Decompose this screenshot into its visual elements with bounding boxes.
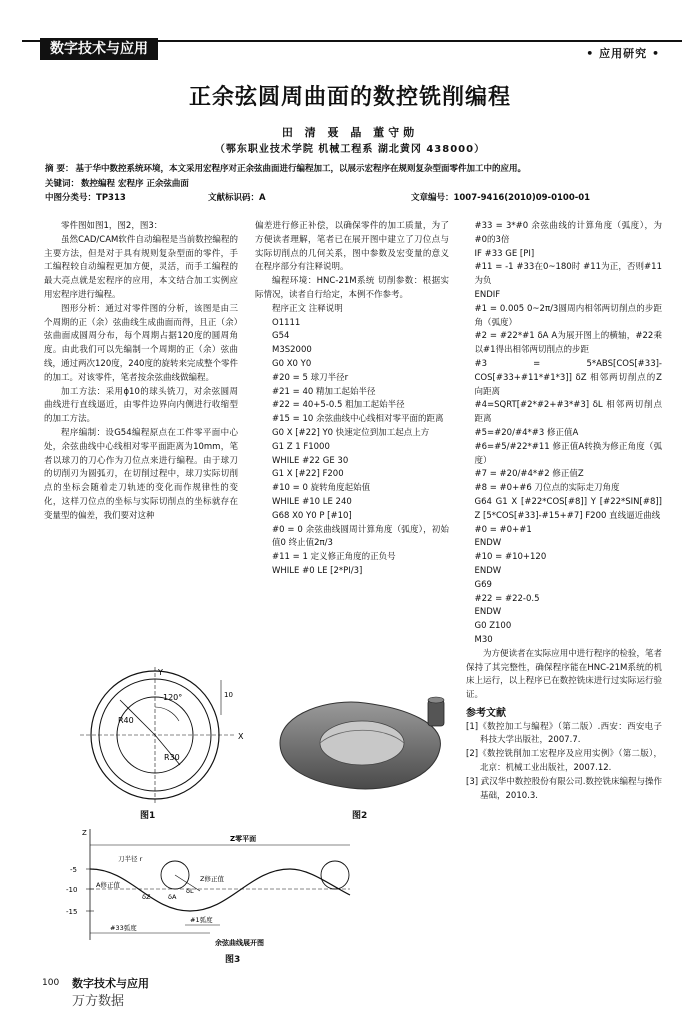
- angle-label: 120°: [163, 693, 183, 702]
- code-line: G1 X [#22] F200: [272, 469, 344, 480]
- code-line: #5=#20/#4*#3 修正值A: [474, 427, 579, 438]
- code-line: G0 Z100: [474, 621, 512, 632]
- code-line: #0 = #0+#1: [474, 524, 532, 535]
- figure-1-drawing: [60, 665, 260, 805]
- references-heading: 参考文献: [466, 707, 506, 719]
- code-line: ENDIF: [474, 289, 501, 300]
- code-line: WHILE #22 GE 30: [272, 455, 349, 466]
- article-number: 文章编号：1007-9416(2010)09-0100-01: [410, 193, 591, 203]
- code-line: #4=SQRT[#2*#2+#3*#3] δL 相邻两切削点距离: [474, 400, 662, 425]
- code-line: #6=#5/#22*#11 修正值A转换为修正角度（弧度）: [474, 441, 662, 466]
- keywords: [45, 178, 660, 191]
- footer-journal-name: 数字技术与应用: [72, 977, 149, 990]
- code-line: #8 = #0+#6 刀位点的实际走刀角度: [474, 483, 620, 494]
- code-line: #15 = 10 余弦曲线中心线相对零平面的距离: [272, 414, 444, 425]
- a-correction-label: A修正值: [96, 881, 120, 889]
- code-line: 程序正文 注释说明: [272, 303, 343, 314]
- paragraph: 零件图如图1，图2，图3：: [61, 221, 163, 231]
- program-listing-continued: [466, 220, 662, 648]
- column-3: [466, 220, 662, 803]
- keywords-label: 关键词：: [45, 179, 80, 189]
- paragraph: 偏差进行修正补偿，以确保零件的加工质量，为了方便读者理解，笔者已在展开图中建立了刀位点与实际切削点的几何关系，图中参数及宏变量的意义在程序部分有注释说明。: [255, 221, 449, 273]
- arc1-label: #1弧度: [190, 916, 213, 924]
- code-line: M3S2000: [272, 345, 312, 356]
- code-line: ENDW: [474, 565, 502, 576]
- code-line: #3 = 5*ABS[COS[#33]-COS[#33+#11*#1*3]] δZ 相邻两切削点的Z向距离: [474, 358, 662, 397]
- page-number: 100: [42, 978, 60, 988]
- x-label: X: [238, 732, 244, 741]
- tool-top: [428, 697, 444, 703]
- reference-item: [3] 武汉华中数控股份有限公司.数控铣床编程与操作基础，2010.3.: [466, 776, 662, 801]
- code-line: G0 X [#22] Y0 快速定位到加工起点上方: [272, 427, 430, 438]
- clc: 中图分类号：TP313: [45, 193, 126, 203]
- paragraph: 程序编制：设G54编程原点在工件零平面中心处，余弦曲线中心线相对零平面距离为10mm，笔者以球刀的刀心作为刀位点来进行编程。由于球刀的切削刃为圆弧刃，在切削过程中，球刀实际切削点的坐标会随着走刀轨迹的变化而作规律性的变化，这样刀位点的坐标与实际切削点的坐标就存在变量型的偏差，我们要对这种: [44, 427, 238, 521]
- code-line: ENDW: [474, 538, 502, 549]
- code-line: WHILE #0 LE [2*PI/3]: [272, 565, 363, 576]
- paragraph: 加工方法：采用ϕ10的球头铣刀，对余弦圆周曲线进行直线逼近，由零件边界向内侧进行收缩型的加工方法。: [44, 386, 238, 425]
- z-axis-label: Z: [82, 829, 87, 837]
- r40-label: R40: [118, 716, 134, 725]
- figure-3-caption: 图3: [225, 955, 241, 965]
- classification-line: [45, 192, 660, 205]
- authors: 田 清 聂 晶 董守勋: [281, 126, 419, 139]
- paragraph: 为方便读者在实际应用中进行程序的检验，笔者保持了其完整性，确保程序能在HNC-21M系统的机床上运行，以上程序已在数控铣床进行过实际运行验证。: [466, 648, 662, 701]
- program-listing: [255, 303, 449, 579]
- watermark: 万方数据: [72, 994, 125, 1009]
- code-line: #22 = 40+5-0.5 粗加工起始半径: [272, 400, 405, 411]
- r30-label: R30: [164, 753, 180, 762]
- column-2: [255, 220, 449, 579]
- z-zero-title: Z零平面: [230, 835, 257, 843]
- paragraph: 图形分析：通过对零件图的分析，该图是由三个周期的正（余）弦曲线生成曲面而得，且正（余）弦曲面成圆周分布，每个周期占据120度的圆周角度。由此我们可以先编制一个周期的正（余）弦曲线，通过两次120度，240度的旋转来完成整个零件的加工。对该零件，笔者按余弦曲线做编程。: [44, 303, 238, 383]
- tool-radius-label: 刀半径 r: [118, 855, 143, 863]
- code-line: G69: [474, 579, 492, 590]
- code-line: #1 = 0.005 0~2π/3圆周内相邻两切削点的步距角（弧度）: [474, 303, 662, 328]
- code-line: #0 = 0 余弦曲线圆周计算角度（弧度），初始值0 终止值2π/3: [272, 524, 449, 549]
- da-label: δA: [168, 893, 177, 901]
- journal-section-badge: 数字技术与应用: [40, 38, 158, 60]
- doc-code: 文献标识码：A: [207, 193, 266, 203]
- abstract-label: 摘 要：: [45, 164, 74, 174]
- article-title: 正余弦圆周曲面的数控铣削编程: [188, 84, 511, 110]
- code-line: #10 = 0 旋转角度起始值: [272, 483, 371, 494]
- code-line: ENDW: [474, 607, 502, 618]
- code-line: WHILE #10 LE 240: [272, 496, 352, 507]
- arc33-label: #33弧度: [110, 924, 137, 932]
- code-line: #2 = #22*#1 δA A为展开图上的横轴，#22乘以#1得出相邻两切削点的步距: [474, 331, 662, 356]
- figure-2-drawing: [270, 688, 455, 798]
- z-correction-label: Z修正值: [200, 875, 224, 883]
- code-line: G1 Z 1 F1000: [272, 441, 330, 452]
- abstract-text: 基于华中数控系统环境，本文采用宏程序对正余弦曲面进行编程加工，以展示宏程序在规则复杂型面零件加工中的应用。: [75, 164, 526, 174]
- code-line: G54: [272, 331, 290, 342]
- section-tag: • 应用研究 •: [586, 47, 660, 60]
- tick-label: -10: [66, 886, 78, 894]
- part-hole: [320, 721, 404, 765]
- code-line: #33 = 3*#0 余弦曲线的计算角度（弧度），为#0的3倍: [474, 221, 662, 245]
- figure-1-caption: 图1: [140, 811, 156, 821]
- code-line: G68 X0 Y0 P [#10]: [272, 510, 352, 521]
- paragraph: 编程环境：HNC-21M系统 切削参数：根据实际情况，读者自行给定，本例不作参考。: [255, 276, 449, 300]
- code-line: G0 X0 Y0: [272, 358, 312, 369]
- code-line: M30: [474, 634, 493, 645]
- tick-label: -5: [70, 866, 77, 874]
- dim-label: 10: [224, 691, 233, 699]
- abstract: [45, 163, 660, 176]
- code-line: #21 = 40 精加工起始半径: [272, 386, 376, 397]
- tick-label: -15: [66, 908, 78, 916]
- y-label: Y: [158, 668, 163, 677]
- code-line: #7 = #20/#4*#2 修正值Z: [474, 469, 584, 480]
- column-1: [44, 220, 238, 524]
- code-line: #20 = 5 球刀半径r: [272, 372, 349, 383]
- code-line: IF #33 GE [PI]: [474, 248, 535, 259]
- reference-item: [1]《数控加工与编程》（第二版）.西安：西安电子科技大学出版社，2007.7.: [466, 721, 662, 746]
- dz-label: δZ: [142, 893, 151, 901]
- keywords-text: 数控编程 宏程序 正余弦曲面: [81, 179, 189, 189]
- figure-2-caption: 图2: [352, 811, 368, 821]
- affiliation: （鄂东职业技术学院 机械工程系 湖北黄冈 438000）: [214, 144, 486, 155]
- expanded-view-title: 余弦曲线展开图: [215, 939, 264, 947]
- code-line: #11 = -1 #33在0~180时 #11为正，否则#11为负: [474, 262, 662, 287]
- code-line: #11 = 1 定义修正角度的正负号: [272, 552, 396, 563]
- paragraph: 虽然CAD/CAM软件自动编程是当前数控编程的主要方法，但是对于具有规则复杂型面的零件，手工编程较自动编程更加方便，灵活，而手工编程的最大亮点就是宏程序的应用，本文结合加工实例应用宏程序进行编程。: [44, 234, 238, 300]
- tool-body: [428, 700, 444, 726]
- dl-label: δL: [186, 887, 194, 895]
- reference-item: [2]《数控铣削加工宏程序及应用实例》（第二版），北京：机械工业出版社，2007.12.: [466, 749, 662, 774]
- tool-circle-2: [321, 861, 349, 889]
- angle-arc: [155, 707, 179, 721]
- code-line: O1111: [272, 317, 301, 328]
- figure-3-drawing: [60, 825, 360, 955]
- code-line: G64 G1 X [#22*COS[#8]] Y [#22*SIN[#8]] Z [5*COS[#33]-#15+#7] F200 直线逼近曲线: [474, 496, 662, 521]
- code-line: #10 = #10+120: [474, 552, 547, 563]
- code-line: #22 = #22-0.5: [474, 593, 540, 604]
